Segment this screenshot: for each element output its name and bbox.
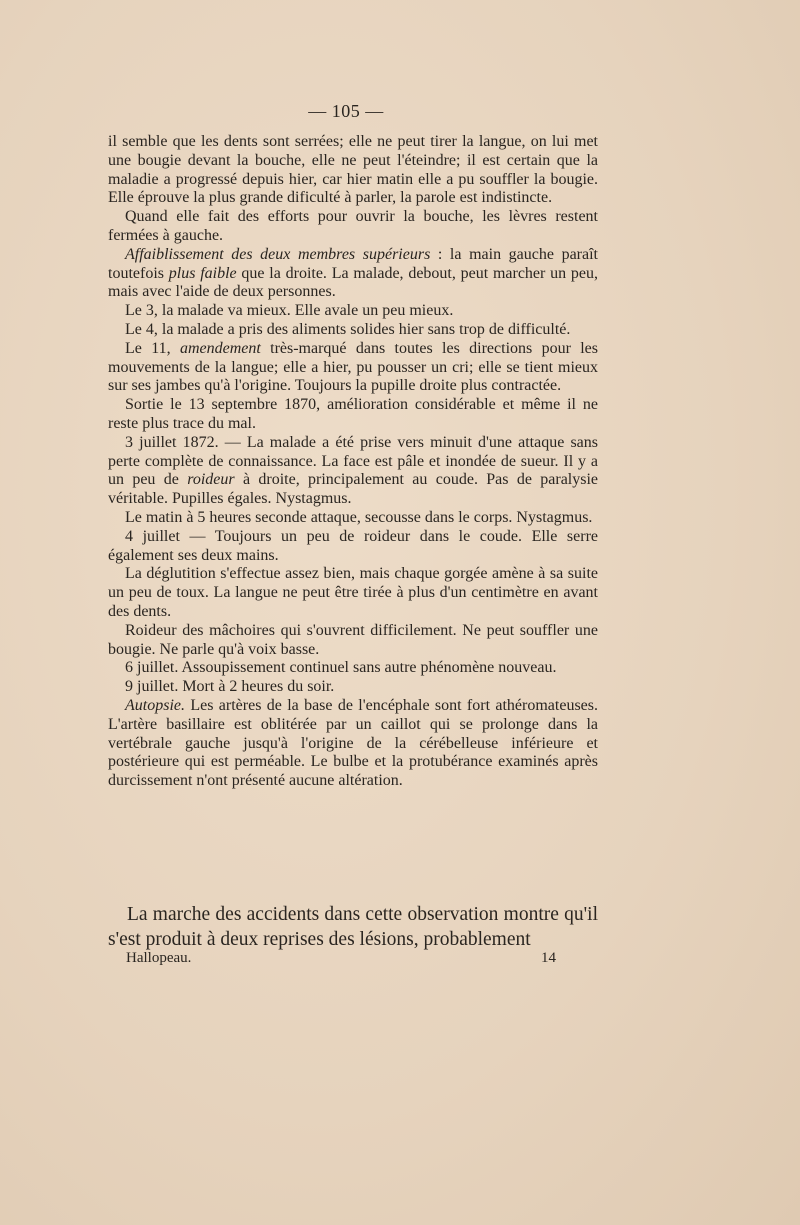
text-segment: Sortie le 13 septembre 1870, amélioration considérable et même il ne reste plus trace du mal. — [108, 396, 598, 432]
paragraph — [108, 528, 598, 566]
text-segment: Roideur des mâchoires qui s'ouvrent difficilement. Ne peut souffler une bougie. Ne parle qu'à voix basse. — [108, 621, 598, 658]
page-footer — [126, 950, 556, 967]
italic-segment: Autopsie. — [125, 696, 185, 714]
paragraph — [108, 697, 598, 791]
paragraph — [108, 396, 598, 434]
paragraph — [108, 321, 598, 340]
text-segment: 3 juillet 1872. — La malade a été prise vers minuit d'une attaque sans perte complète de connaissance. La face est pâle et inondée de sueur. Il y a un peu de — [108, 433, 598, 489]
italic-segment: roideur — [187, 471, 235, 489]
paragraph — [108, 565, 598, 621]
closing-paragraph — [108, 902, 598, 952]
text-segment: 6 juillet. Assoupissement continuel sans autre phénomène nouveau. — [125, 659, 557, 677]
italic-segment: amendement — [179, 339, 261, 357]
paragraph — [108, 340, 598, 396]
text-segment: Les artères de la base de l'encéphale sont fort athéromateuses. L'artère basillaire est oblitérée par un caillot qui se prolonge dans la vertébrale gauche jusqu'à l'origine de la cérébelleuse inférieure et postérieure qui est perméable. Le bulbe et la protubérance examinés après durcissement n'ont présenté aucune altération. — [108, 696, 598, 790]
text-segment: que la droite. La malade, debout, peut marcher un peu, mais avec l'aide de deux personnes. — [108, 264, 599, 301]
italic-segment: Affaiblissement des deux membres supérieurs — [125, 245, 431, 263]
text-segment: très-marqué dans toutes les directions pour les mouvements de la langue; elle a hier, pu pousser un cri; elle se tient mieux sur ses jambes qu'à l'origine. Toujours la pupille droite plus contractée. — [108, 339, 599, 395]
paragraph — [108, 434, 598, 509]
text-segment: Quand elle fait des efforts pour ouvrir la bouche, les lèvres restent fermées à gauche. — [108, 208, 598, 244]
observation-text — [108, 133, 598, 791]
text-segment: 4 juillet — Toujours un peu de roideur dans le coude. Elle serre également ses deux mains. — [108, 527, 598, 564]
page-number: — 105 — — [308, 101, 384, 121]
italic-segment: plus faible — [168, 264, 237, 282]
text-segment: Le 4, la malade a pris des aliments solides hier sans trop de difficulté. — [125, 320, 571, 338]
closing-paragraph-text: La marche des accidents dans cette observation montre qu'il s'est produit à deux reprises des lésions, probablement — [108, 904, 598, 950]
footer-signature-mark: 14 — [541, 950, 556, 966]
text-segment: Le 11, — [125, 339, 180, 357]
paragraph — [108, 133, 598, 208]
text-segment: La déglutition s'effectue assez bien, mais chaque gorgée amène à sa suite un peu de toux. La langue ne peut être tirée à plus d'un centimètre en avant des dents. — [108, 565, 598, 620]
paragraph — [108, 509, 598, 528]
footer-author: Hallopeau. — [126, 950, 192, 966]
text-segment: 9 juillet. Mort à 2 heures du soir. — [125, 678, 335, 696]
text-segment: il semble que les dents sont serrées; elle ne peut tirer la langue, on lui met une bougie devant la bouche, elle ne peut l'éteindre; il est certain que la maladie a progressé depuis hier, car hier matin elle a pu souffler la bougie. Elle éprouve la plus grande dificulté à parler, la parole est indistincte. — [108, 133, 598, 207]
text-segment: Le matin à 5 heures seconde attaque, secousse dans le corps. Nystagmus. — [125, 508, 593, 526]
paragraph — [108, 659, 598, 678]
text-segment: à droite, principalement au coude. Pas de paralysie véritable. Pupilles égales. Nystagmus. — [108, 471, 599, 508]
paragraph — [108, 246, 598, 302]
paragraph — [108, 208, 598, 246]
text-segment: : la main gauche paraît toutefois — [108, 245, 598, 282]
paragraph — [108, 302, 598, 321]
paragraph — [108, 622, 598, 660]
paragraph — [108, 678, 598, 697]
text-segment: Le 3, la malade va mieux. Elle avale un peu mieux. — [125, 302, 454, 320]
